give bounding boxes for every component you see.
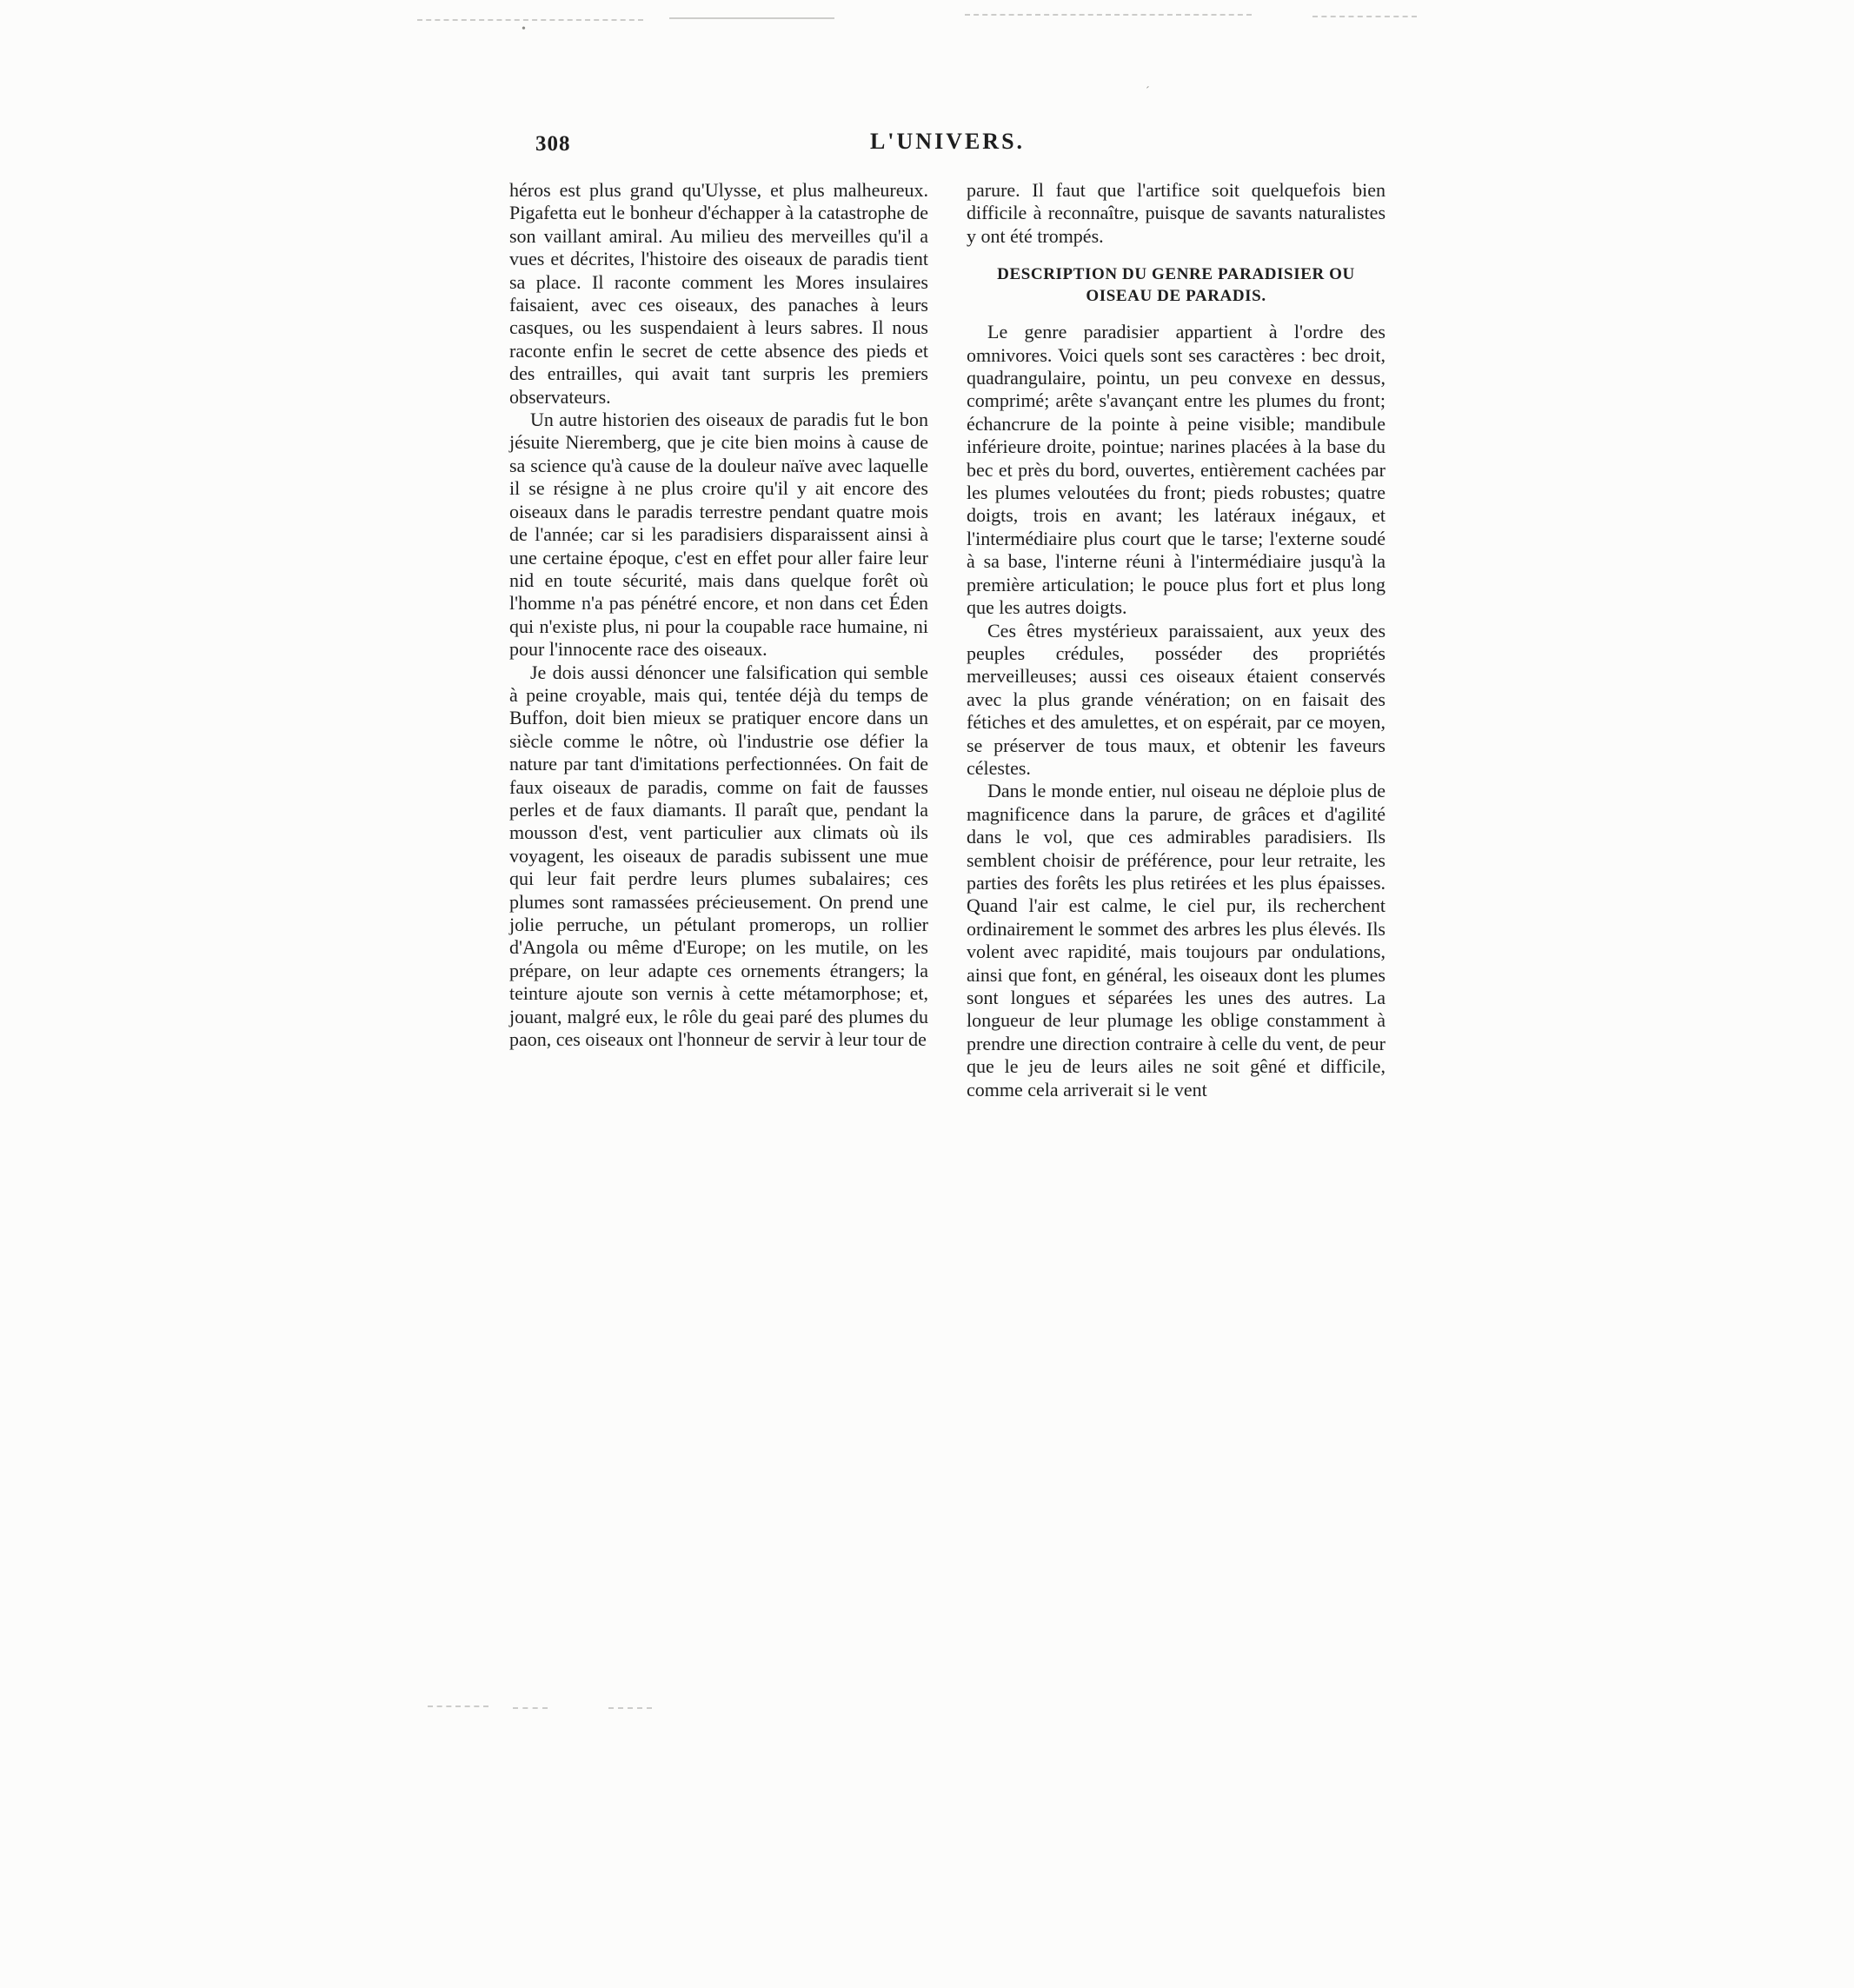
paragraph: Je dois aussi dénoncer une falsification qui semble à peine croyable, mais qui, tentée déjà du temps de Buffon, doit bien mieux se pratiquer encore dans un siècle comme le nôtre, où l'industrie ose défier la nature par tant d'imitations perfectionnées. On fait de faux oiseaux de paradis, comme on fait de fausses perles et de faux diamants. Il paraît que, pendant la mousson d'est, vent particulier aux climats où ils voyagent, les oiseaux de paradis subissent une mue qui leur fait perdre leurs plumes subalaires; ces plumes sont ramassées précieusement. On prend une jolie perruche, un pétulant promerops, un rollier d'Angola ou même d'Europe; on les mutile, on les prépare, on leur adapte ces ornements étrangers; la teinture ajoute son vernis à cette métamorphose; et, jouant, malgré eux, le rôle du geai paré des plumes du paon, ces oiseaux ont l'honneur de servir à leur tour de (509, 661, 928, 1051)
text-block (509, 129, 1386, 1101)
paragraph: Dans le monde entier, nul oiseau ne déploie plus de magnificence dans la parure, de grâces et d'agilité dans le vol, que ces admirables paradisiers. Ils semblent choisir de préférence, pour leur retraite, les parties des forêts les plus retirées et les plus épaisses. Quand l'air est calme, le ciel pur, ils recherchent ordinairement le sommet des arbres les plus élevés. Ils volent avec rapidité, mais toujours par ondulations, ainsi que font, en général, les oiseaux dont les plumes sont longues et séparées les unes des autres. La longueur de leur plumage les oblige constamment à prendre une direction contraire à celle du vent, de peur que le jeu de leurs ailes ne soit gêné et difficile, comme cela arriverait si le vent (967, 780, 1386, 1100)
left-column (509, 179, 928, 1101)
scan-artifact-line (608, 1707, 652, 1709)
scan-speck: • (522, 23, 526, 36)
page-number: 308 (535, 132, 571, 156)
section-heading: DESCRIPTION DU GENRE PARADISIER OU OISEAU DE PARADIS. (997, 265, 1355, 306)
scan-artifact-line (669, 17, 834, 19)
scan-artifact-line (428, 1705, 488, 1707)
scan-artifact-line (1312, 16, 1417, 17)
paragraph: héros est plus grand qu'Ulysse, et plus malheureux. Pigafetta eut le bonheur d'échapper à la catastrophe de son vaillant amiral. Au milieu des merveilles qu'il a vues et décrites, l'histoire des oiseaux de paradis tient sa place. Il raconte comment les Mores insulaires faisaient, avec ces oiseaux, des panaches à leurs casques, ou les suspendaient à leurs sabres. Il nous raconte enfin le secret de cette absence des pieds et des entrailles, qui avait tant surpris les premiers observateurs. (509, 179, 928, 408)
paragraph: parure. Il faut que l'artifice soit quelquefois bien difficile à reconnaître, puisque de savants naturalistes y ont été trompés. (967, 179, 1386, 247)
scan-artifact-line (417, 19, 643, 21)
scan-artifact-line (513, 1707, 548, 1709)
paragraph: Ces êtres mystérieux paraissaient, aux yeux des peuples crédules, posséder des propriétés merveilleuses; aussi ces oiseaux étaient conservés avec la plus grande vénération; on en faisait des fétiches et des amulettes, et on espérait, par ce moyen, se préserver de tous maux, et obtenir les faveurs célestes. (967, 619, 1386, 779)
scan-artifact-line (965, 14, 1252, 16)
page-header (509, 129, 1386, 165)
running-title: L'UNIVERS. (869, 129, 1026, 154)
scan-speck: ´ (1146, 85, 1150, 98)
paragraph: Un autre historien des oiseaux de paradis fut le bon jésuite Nieremberg, que je cite bien moins à cause de sa science qu'à cause de la douleur naïve avec laquelle il se résigne à ne plus croire qu'il y ait encore des oiseaux dans le paradis terrestre pendant quatre mois de l'année; car si les paradisiers disparaissent ainsi à une certaine époque, c'est en effet pour aller faire leur nid en toute sécurité, mais dans quelque forêt où l'homme n'a pas pénétré encore, et non dans cet Éden qui n'existe plus, ni pour la coupable race humaine, ni pour l'innocente race des oiseaux. (509, 409, 928, 661)
two-column-text (509, 179, 1386, 1101)
right-column (967, 179, 1386, 1101)
paragraph: Le genre paradisier appartient à l'ordre des omnivores. Voici quels sont ses caractères : bec droit, quadrangulaire, pointu, un peu convexe en dessus, comprimé; arête s'avançant entre les plumes du front; échancrure de la pointe à peine visible; mandibule inférieure droite, pointue; narines placées à la base du bec et près du bord, ouvertes, entièrement cachées par les plumes veloutées du front; pieds robustes; quatre doigts, trois en avant; les latéraux inégaux, et l'intermédiaire plus court que le tarse; l'externe soudé à sa base, l'interne réuni à l'intermédiaire jusqu'à la première articulation; le pouce plus fort et plus long que les autres doigts. (967, 321, 1386, 619)
